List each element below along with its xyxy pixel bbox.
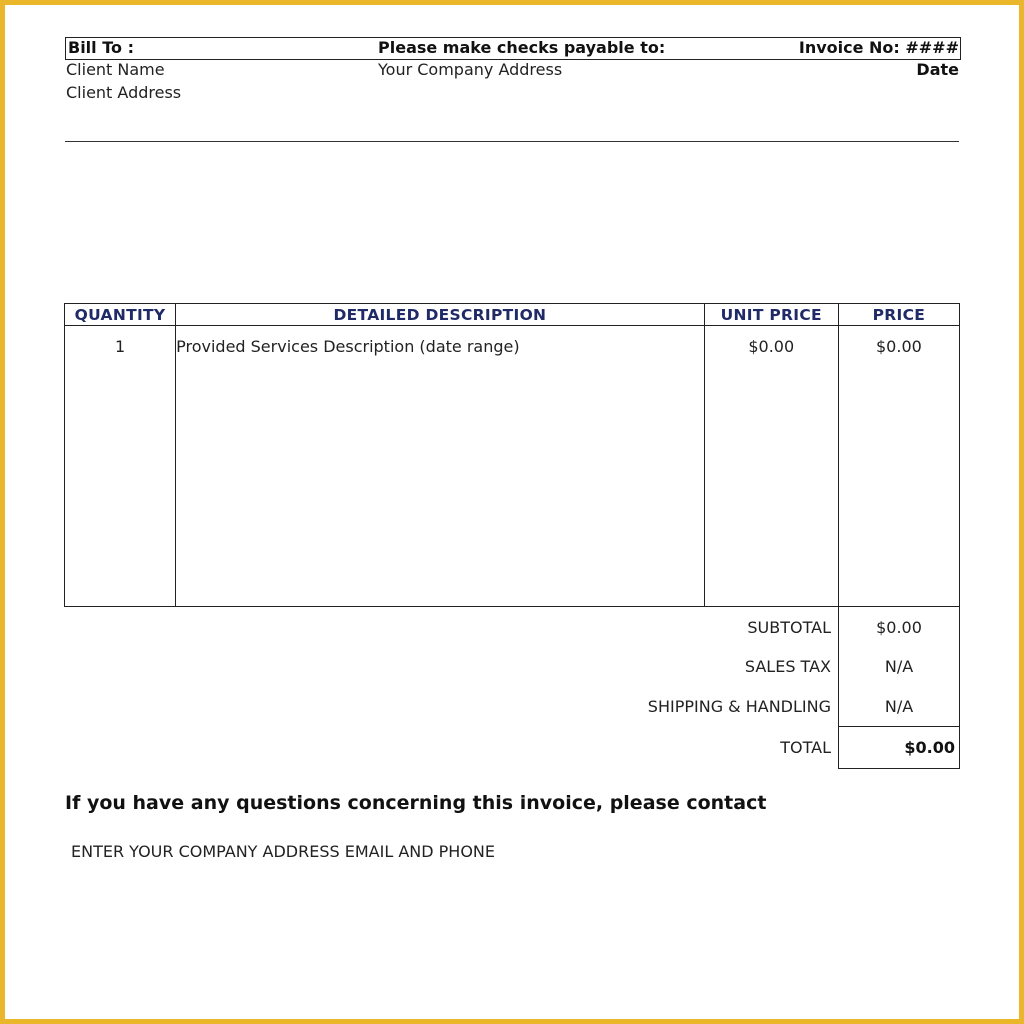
shipping-value: N/A bbox=[884, 697, 914, 716]
bill-to-label: Bill To : bbox=[68, 38, 134, 57]
total-value: $0.00 bbox=[904, 738, 955, 757]
table-header-row bbox=[65, 304, 960, 326]
total-bottom-border bbox=[838, 768, 960, 769]
price-cell: $0.00 bbox=[838, 326, 959, 607]
quantity-cell: 1 bbox=[65, 326, 176, 607]
column-header-quantity: QUANTITY bbox=[65, 304, 176, 326]
sales-tax-label: SALES TAX bbox=[744, 657, 831, 676]
shipping-label: SHIPPING & HANDLING bbox=[647, 697, 831, 716]
company-address: Your Company Address bbox=[378, 60, 563, 79]
contact-info: ENTER YOUR COMPANY ADDRESS EMAIL AND PHONE bbox=[71, 842, 495, 861]
client-address: Client Address bbox=[66, 83, 182, 102]
invoice-page bbox=[5, 5, 1019, 1019]
subtotal-label: SUBTOTAL bbox=[747, 618, 831, 637]
total-left-border bbox=[838, 726, 839, 768]
summary-right-border bbox=[959, 607, 960, 727]
column-header-unit-price: UNIT PRICE bbox=[704, 304, 838, 326]
payable-label: Please make checks payable to: bbox=[378, 38, 666, 57]
invoice-number: Invoice No: #### bbox=[798, 38, 959, 57]
invoice-date: Date bbox=[916, 60, 959, 79]
description-cell: Provided Services Description (date range) bbox=[176, 326, 705, 607]
total-label: TOTAL bbox=[780, 738, 831, 757]
client-name: Client Name bbox=[66, 60, 165, 79]
total-top-border bbox=[838, 726, 959, 727]
header-divider bbox=[65, 141, 959, 142]
sales-tax-value: N/A bbox=[884, 657, 914, 676]
subtotal-value: $0.00 bbox=[876, 618, 922, 637]
column-header-price: PRICE bbox=[838, 304, 959, 326]
column-header-description: DETAILED DESCRIPTION bbox=[176, 304, 705, 326]
table-row bbox=[65, 326, 960, 607]
questions-text: If you have any questions concerning this invoice, please contact bbox=[65, 792, 767, 814]
unit-price-cell: $0.00 bbox=[704, 326, 838, 607]
total-right-border bbox=[959, 726, 960, 768]
line-items-table bbox=[64, 303, 960, 607]
